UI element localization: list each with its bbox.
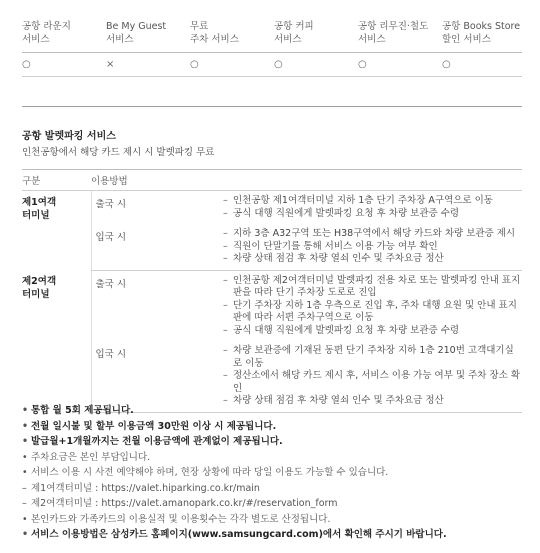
section-description: 인천공항에서 해당 카드 제시 시 발렛파킹 무료	[22, 147, 215, 158]
service-header-line: 무료	[190, 21, 209, 32]
procedure-step: – 인천공항 제2여객터미널 발렛파킹 전용 차로 또는 발렛파킹 안내 표지판을 따라 단기 주차장 도로로 진입	[223, 275, 522, 300]
procedure-step: – 차량 상태 점검 후 차량 열쇠 인수 및 주차요금 정산	[223, 253, 522, 266]
service-availability: ○	[274, 53, 358, 77]
procedure-steps	[223, 270, 522, 341]
procedure-step: – 차량 상태 점검 후 차량 열쇠 인수 및 주차요금 정산	[223, 395, 522, 408]
column-header-method: 이용방법	[91, 170, 522, 191]
procedure-steps	[223, 224, 522, 270]
direction-label: 출국 시	[91, 270, 223, 341]
valet-row	[22, 224, 522, 270]
service-availability: ○	[442, 53, 522, 77]
note-item: • 전월 일시불 및 할부 이용금액 30만원 이상 시 제공됩니다.	[22, 419, 522, 435]
note-item: • 본인카드와 가족카드의 이용실적 및 이용횟수는 각각 별도로 산정됩니다.	[22, 512, 522, 528]
service-availability: ○	[190, 53, 274, 77]
note-item: • 주차요금은 본인 부담입니다.	[22, 450, 522, 466]
note-item: • 발급월+1개월까지는 전월 이용금액에 관계없이 제공됩니다.	[22, 434, 522, 450]
procedure-step: – 직원이 단말기를 통해 서비스 이용 가능 여부 확인	[223, 241, 522, 254]
service-header	[106, 0, 190, 53]
service-header-line: 서비스	[106, 34, 134, 45]
procedure-step: – 지하 3층 A32구역 또는 H38구역에서 해당 카드와 차량 보관증 제시	[223, 228, 522, 241]
service-header-line: 주차 서비스	[190, 34, 239, 45]
procedure-step: – 정산소에서 해당 카드 제시 후, 서비스 이용 가능 여부 및 주차 장소 확인	[223, 370, 522, 395]
terminal-label	[22, 191, 91, 271]
procedure-step: – 단기 주차장 지하 1층 우측으로 진입 후, 주차 대행 요원 및 안내 표지판에 따라 서편 주차구역으로 이동	[223, 300, 522, 325]
service-header	[442, 0, 522, 53]
procedure-step: – 공식 대행 직원에게 발렛파킹 요청 후 차량 보관증 수령	[223, 208, 522, 221]
service-header	[274, 0, 358, 53]
service-header-line: 공항 리무진·철도	[358, 21, 429, 32]
direction-label: 입국 시	[91, 224, 223, 270]
service-header-line: 서비스	[274, 34, 302, 45]
terminal-label-line: 제1여객	[22, 197, 57, 208]
service-header-line: 공항 라운지	[22, 21, 71, 32]
valet-usage-table	[22, 169, 522, 413]
service-availability: ×	[106, 53, 190, 77]
service-header	[358, 0, 442, 53]
notes-list	[22, 403, 522, 543]
valet-row	[22, 191, 522, 225]
note-item: – 제1여객터미널 : https://valet.hiparking.co.kr/main	[22, 481, 522, 497]
terminal-label-line: 터미널	[22, 289, 50, 300]
direction-label: 출국 시	[91, 191, 223, 225]
section-divider	[22, 106, 522, 107]
service-header	[22, 0, 106, 53]
service-summary-table	[22, 0, 522, 77]
note-item: • 서비스 이용방법은 삼성카드 홈페이지(www.samsungcard.com)에서 확인해 주시기 바랍니다.	[22, 527, 522, 543]
service-header-line: 할인 서비스	[442, 34, 491, 45]
procedure-step: – 공식 대행 직원에게 발렛파킹 요청 후 차량 보관증 수령	[223, 325, 522, 338]
terminal-label	[22, 270, 91, 412]
valet-row	[22, 270, 522, 341]
column-header-category: 구분	[22, 170, 91, 191]
note-item: • 서비스 이용 시 사전 예약해야 하며, 현장 상황에 따라 당일 이용도 가능할 수 있습니다.	[22, 465, 522, 481]
section-title: 공항 발렛파킹 서비스	[22, 131, 116, 142]
procedure-steps	[223, 341, 522, 412]
service-header-line: 공항 Books Store	[442, 21, 521, 32]
service-header-line: 서비스	[358, 34, 386, 45]
procedure-step: – 인천공항 제1여객터미널 지하 1층 단기 주차장 A구역으로 이동	[223, 195, 522, 208]
note-item: • 통합 월 5회 제공됩니다.	[22, 403, 522, 419]
service-header	[190, 0, 274, 53]
service-availability: ○	[358, 53, 442, 77]
page-content	[22, 0, 522, 540]
procedure-step: – 차량 보관증에 기재된 동편 단기 주차장 지하 1층 210번 고객대기실로 이동	[223, 345, 522, 370]
service-header-line: Be My Guest	[106, 21, 167, 32]
service-availability: ○	[22, 53, 106, 77]
service-header-line: 서비스	[22, 34, 50, 45]
direction-label: 입국 시	[91, 341, 223, 412]
terminal-label-line: 터미널	[22, 210, 50, 221]
terminal-label-line: 제2여객	[22, 276, 57, 287]
procedure-steps	[223, 191, 522, 225]
service-header-line: 공항 커피	[274, 21, 314, 32]
valet-row	[22, 341, 522, 412]
note-item: – 제2여객터미널 : https://valet.amanopark.co.kr/#/reservation_form	[22, 496, 522, 512]
